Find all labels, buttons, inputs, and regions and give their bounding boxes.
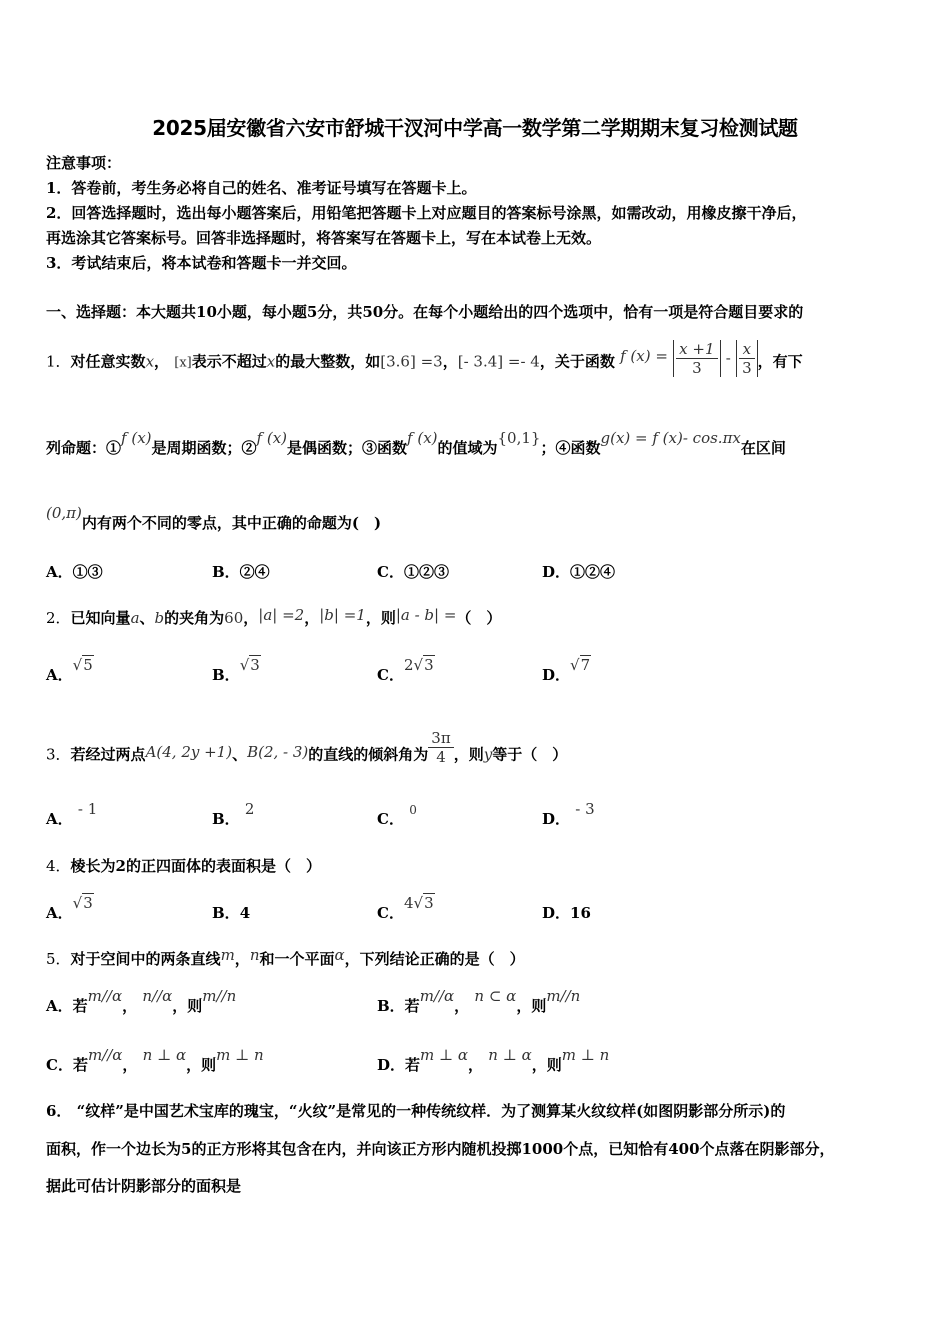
notice-item-1: 1．答卷前，考生务必将自己的姓名、准考证号填写在答题卡上。 (46, 179, 477, 197)
q3-option-a[interactable]: A． - 1 (46, 800, 98, 828)
q4-option-a[interactable]: A．√3 (46, 894, 93, 922)
q1-option-b[interactable]: B．②④ (212, 563, 270, 581)
page-title: 2025届安徽省六安市舒城干汊河中学高一数学第二学期期末复习检测试题 (152, 116, 798, 140)
q4-option-d[interactable]: D．16 (542, 904, 591, 922)
question-5: 5．对于空间中的两条直线m，n和一个平面α，下列结论正确的是（ ） (46, 946, 525, 968)
notice-item-2a: 2．回答选择题时，选出每小题答案后，用铅笔把答题卡上对应题目的答案标号涂黑，如需改动，用橡皮擦干净后， (46, 204, 807, 222)
question-number: 1． (46, 352, 71, 371)
notice-item-3: 3．考试结束后，将本试卷和答题卡一并交回。 (46, 254, 357, 272)
question-6-line-3: 据此可估计阴影部分的面积是 (46, 1177, 242, 1195)
question-2: 2．已知向量a、b的夹角为60，|a| =2，|b| =1，则|a - b| =（ ） (46, 606, 502, 627)
q4-option-b[interactable]: B．4 (212, 904, 251, 922)
q2-option-c[interactable]: C．2√3 (377, 656, 434, 684)
question-4: 4．棱长为2的正四面体的表面积是（ ） (46, 857, 321, 875)
q5-option-b[interactable]: B．若m//α， n ⊂ α，则m//n (377, 987, 581, 1015)
question-1-line-2: 列命题：①f (x)是周期函数；②f (x)是偶函数；③函数f (x)的值域为{0,1}；④函数g(x) = f (x)- cos.πx在区间 (46, 429, 786, 457)
q2-option-d[interactable]: D．√7 (542, 656, 591, 684)
q2-option-b[interactable]: B．√3 (212, 656, 260, 684)
q2-option-a[interactable]: A．√5 (46, 656, 93, 684)
q3-option-d[interactable]: D． - 3 (542, 800, 595, 828)
floor-bracket: $\frac{x}{3}$ (736, 340, 758, 377)
q1-option-a[interactable]: A．①③ (46, 563, 103, 581)
notice-heading: 注意事项： (46, 154, 122, 172)
question-3: 3．若经过两点A(4, 2y +1)、B(2, - 3)的直线的倾斜角为 $\frac{3\pi}{4}$ ，则y等于（ ） (46, 729, 568, 766)
question-6-line-2: 面积，作一个边长为5的正方形将其包含在内，并向该正方形内随机投掷1000个点，已知恰有400个点落在阴影部分， (46, 1140, 835, 1158)
q5-option-d[interactable]: D．若m ⊥ α， n ⊥ α，则m ⊥ n (377, 1046, 610, 1074)
q4-option-c[interactable]: C．4√3 (377, 894, 434, 922)
question-1-line-1: 1．对任意实数x， [x]表示不超过x的最大整数，如[3.6] =3，[- 3.4] =- 4，关于函数 f (x) = $\frac{x +1}{3}$ - $\frac{x}{3}$ ，有下 (46, 340, 803, 377)
section-heading: 一、选择题：本大题共10小题，每小题5分，共50分。在每个小题给出的四个选项中，恰有一项是符合题目要求的 (46, 303, 804, 321)
q3-option-c[interactable]: C． $^0$ (377, 803, 417, 828)
q5-option-c[interactable]: C．若m//α， n ⊥ α，则m ⊥ n (46, 1046, 264, 1074)
floor-bracket: $\frac{x +1}{3}$ (673, 340, 720, 377)
q1-option-c[interactable]: C．①②③ (377, 563, 449, 581)
question-6-line-1: 6． “纹样”是中国艺术宝库的瑰宝，“火纹”是常见的一种传统纹样．为了测算某火纹纹样(如图阴影部分所示)的 (46, 1102, 786, 1120)
q5-option-a[interactable]: A．若m//α， n//α，则m//n (46, 987, 237, 1015)
notice-item-2b: 再选涂其它答案标号。回答非选择题时，将答案写在答题卡上，写在本试卷上无效。 (46, 229, 602, 247)
q3-option-b[interactable]: B． 2 (212, 800, 255, 828)
question-1-line-3: (0,π)内有两个不同的零点，其中正确的命题为( ) (46, 504, 382, 532)
q1-option-d[interactable]: D．①②④ (542, 563, 616, 581)
